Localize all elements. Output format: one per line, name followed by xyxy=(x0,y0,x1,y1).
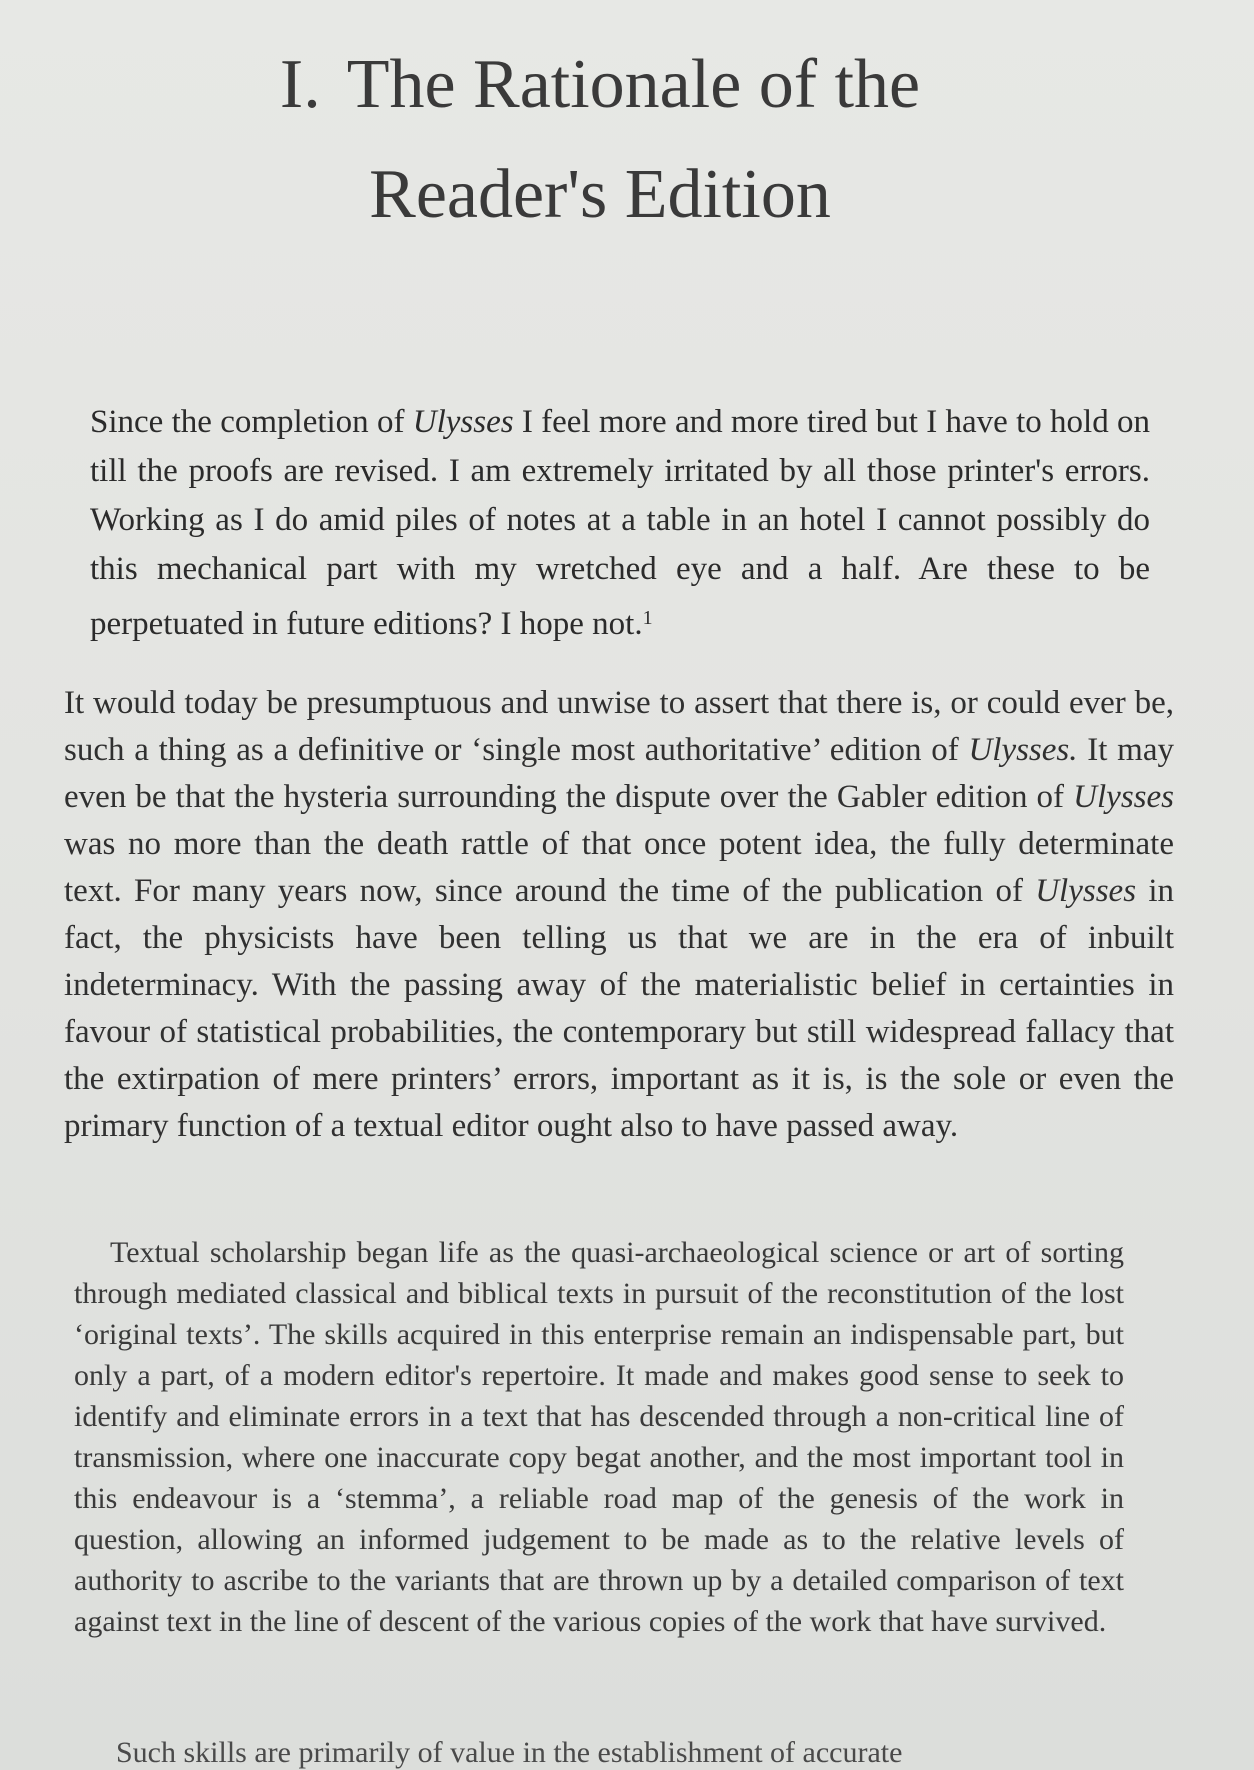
italic-title: Ulysses xyxy=(1035,873,1137,909)
italic-title: Ulysses. xyxy=(968,732,1078,768)
chapter-title-line1: The Rationale of the xyxy=(346,46,921,123)
paragraph-text: was no more than the death rattle of that once potent idea, the fully determinate text. For many years now, since around the time of the publication of xyxy=(64,826,1174,909)
chapter-number: I. xyxy=(279,46,321,123)
epigraph-text: Since the completion of xyxy=(90,404,413,440)
paragraph-text: in fact, the physicists have been telling us that we are in the era of inbuilt indeterminacy. With the passing away of the materialistic belief in certainties in favour of statistical probabilities, the contemporary but still widespread fallacy that the extirpation of mere printers’ errors, important as it is, is the sole or even the primary function of a textual editor ought also to have passed away. xyxy=(64,873,1174,1144)
paragraph-text: Textual scholarship began life as the quasi-archaeological science or art of sorting through mediated classical and biblical texts in pursuit of the reconstitution of the lost ‘original texts’. The skills acquired in this enterprise remain an indispensable part, but only a part, of a modern editor's repertoire. It made and makes good sense to seek to identify and eliminate errors in a text that has descended through a non-critical line of transmission, where one inaccurate copy begat another, and the most important tool in this endeavour is a ‘stemma’, a reliable road map of the genesis of the work in question, allowing an informed judgement to be made as to the relative levels of authority to ascribe to the variants that are thrown up by a detailed comparison of text against text in the line of descent of the various copies of the work that have survived. xyxy=(74,1236,1124,1638)
italic-title: Ulysses xyxy=(1073,779,1174,815)
epigraph-italic-title: Ulysses xyxy=(412,404,514,440)
chapter-title-line2: Reader's Edition xyxy=(369,156,831,233)
epigraph-text: I feel more and more tired but I have to hold on till the proofs are revised. I am extremely irritated by all those printer's errors. Working as I do amid piles of notes at a table in an hotel I cannot possibly do this mechanical part with my wretched eye and a half. Are these to be perpetuated in future editions? I hope not. xyxy=(90,404,1150,642)
body-paragraph-1 xyxy=(64,680,1174,1150)
body-paragraph-2 xyxy=(74,1232,1124,1642)
paragraph-text: It may even be that the hysteria surrounding the dispute over the Gabler edition of xyxy=(64,732,1174,815)
body-paragraph-3 xyxy=(74,1732,1124,1770)
footnote-reference[interactable]: 1 xyxy=(642,607,653,629)
chapter-heading xyxy=(0,30,1200,250)
epigraph-quote xyxy=(90,398,1150,649)
paragraph-text: It would today be presumptuous and unwise to assert that there is, or could ever be, such a thing as a definitive or ‘single most authoritative’ edition of xyxy=(64,685,1174,768)
paragraph-text: Such skills are primarily of value in the establishment of accurate xyxy=(116,1736,903,1769)
